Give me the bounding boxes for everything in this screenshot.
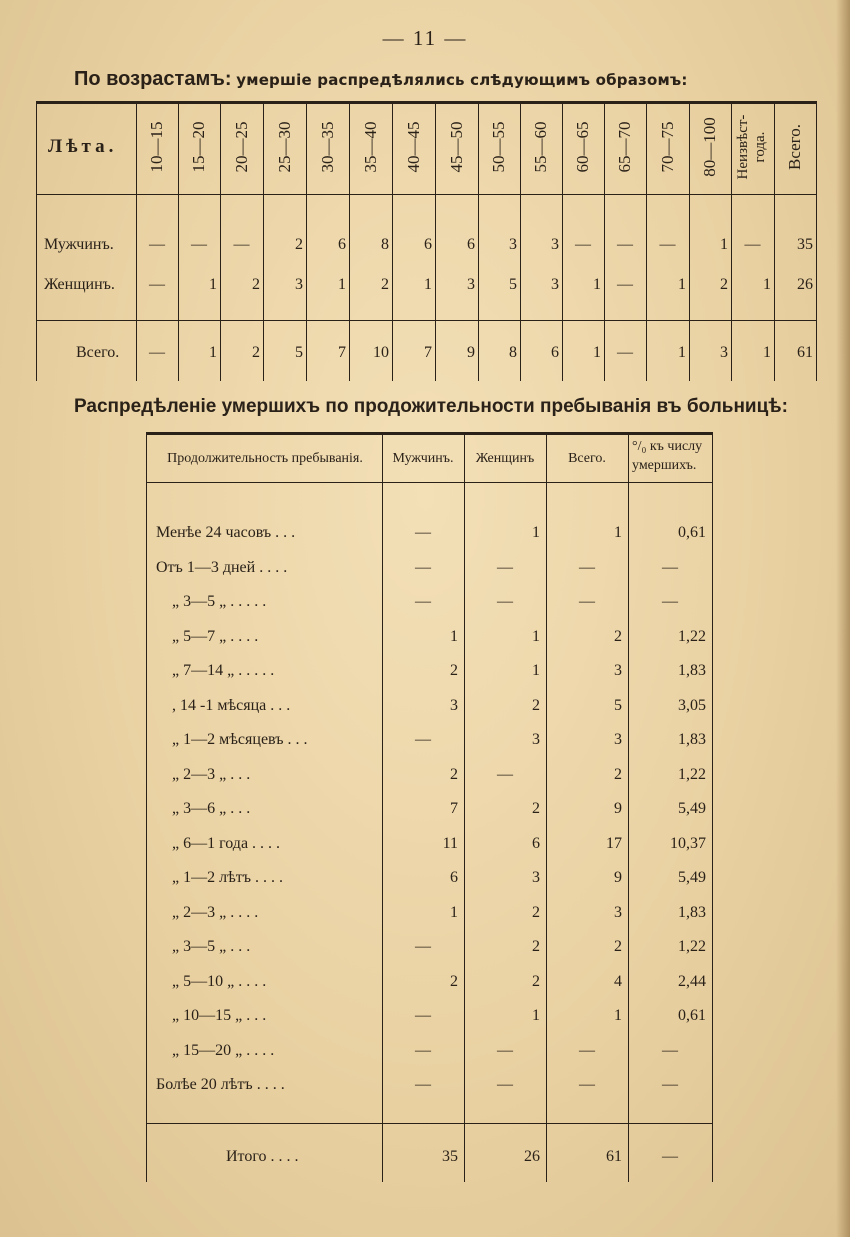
age-column-header: 45—50 <box>446 121 466 173</box>
table-cell: 35 <box>797 236 813 253</box>
table-cell: 3 <box>467 276 475 293</box>
table-cell: 3 <box>614 662 622 679</box>
table-cell: 8 <box>381 236 389 253</box>
table-cell: 6 <box>467 236 475 253</box>
table-cell: — <box>575 236 591 253</box>
duration-label: „ 1—2 лѣтъ . . . . <box>172 869 284 886</box>
table-cell: 3 <box>614 904 622 921</box>
table1-total-rule <box>36 320 816 321</box>
table-cell: 1,22 <box>678 938 706 955</box>
header-total: Всего. <box>568 451 606 466</box>
header-women: Женщинъ <box>475 451 535 466</box>
table-cell: 9 <box>614 869 622 886</box>
table-cell: 2 <box>532 697 540 714</box>
page-number: — 11 — <box>382 26 468 50</box>
table-cell: — <box>617 236 633 253</box>
duration-label: „ 15—20 „ . . . . <box>172 1042 275 1059</box>
duration-label: , 14 -1 мѣсяца . . . <box>172 697 291 714</box>
table-cell: 1 <box>532 524 540 541</box>
table-cell: — <box>415 559 431 576</box>
duration-label: „ 5—7 „ . . . . <box>172 628 259 645</box>
age-column-header: Неизвѣст- года. <box>734 114 768 180</box>
table-cell: 6 <box>450 869 458 886</box>
row-label: Мужчинъ. <box>44 236 114 253</box>
table-cell: — <box>415 731 431 748</box>
duration-label: „ 7—14 „ . . . . . <box>172 662 275 679</box>
duration-label: „ 3—5 „ . . . <box>172 938 251 955</box>
table-cell: 2 <box>532 800 540 817</box>
table-cell: — <box>662 1042 678 1059</box>
table-cell: 1,22 <box>678 766 706 783</box>
table-cell: 1 <box>763 276 771 293</box>
table-cell: 6 <box>532 835 540 852</box>
table-cell: — <box>659 236 676 253</box>
table-cell: 6 <box>551 344 559 361</box>
table-cell: — <box>149 344 165 361</box>
header-percent: °/₀ къ числу умершихъ. <box>632 439 703 473</box>
duration-label: „ 5—10 „ . . . . <box>172 973 267 990</box>
age-column-header: 70—75 <box>657 121 677 173</box>
table-cell: — <box>617 344 633 361</box>
table-cell: 10 <box>373 344 389 361</box>
table-cell: 1 <box>593 276 601 293</box>
header-duration: Продолжительность пребыванія. <box>167 451 363 466</box>
table-cell: 1,83 <box>678 662 706 679</box>
table-cell: — <box>415 1076 431 1093</box>
table-cell: 3 <box>614 731 622 748</box>
table-cell: 1 <box>450 904 458 921</box>
age-column-header: 50—55 <box>489 121 508 173</box>
table-cell: 1 <box>209 276 217 293</box>
table-cell: 2 <box>532 973 540 990</box>
section1-title <box>74 68 688 91</box>
table-cell: 6 <box>338 236 346 253</box>
age-column-header: 10—15 <box>147 121 166 173</box>
age-column-header: 20—25 <box>231 121 251 173</box>
duration-label: „ 2—3 „ . . . . <box>172 904 259 921</box>
table-cell: 26 <box>797 276 813 293</box>
table-cell: 2 <box>450 766 458 783</box>
table-cell: 7 <box>424 344 432 361</box>
table-cell: — <box>149 276 165 293</box>
table-cell: 11 <box>442 835 458 852</box>
table-cell: 2 <box>532 938 540 955</box>
age-column-header: 65—70 <box>615 121 634 173</box>
table-cell: — <box>497 593 513 610</box>
table-cell: 2 <box>295 236 303 253</box>
table-cell: 1 <box>678 344 686 361</box>
table-cell: 1 <box>450 628 458 645</box>
table-cell: 2 <box>450 662 458 679</box>
table-cell: 2 <box>252 276 260 293</box>
duration-label: „ 3—5 „ . . . . . <box>172 593 267 610</box>
age-column-header: 55—60 <box>531 121 550 173</box>
table-cell: 2 <box>450 973 458 990</box>
table-cell: 5 <box>614 697 622 714</box>
table-cell: 1 <box>593 344 601 361</box>
table-cell: 7 <box>450 800 458 817</box>
table-cell: — <box>497 1076 513 1093</box>
table-cell: — <box>233 236 250 253</box>
table-cell: 10,37 <box>670 835 706 852</box>
table-cell: 2 <box>614 766 622 783</box>
duration-label: „ 2—3 „ . . . <box>172 766 251 783</box>
table-cell: — <box>497 1042 513 1059</box>
table-cell: 2 <box>720 276 728 293</box>
table-cell: — <box>579 1042 595 1059</box>
table1-left-rule <box>36 101 37 381</box>
table-cell: 1 <box>763 344 771 361</box>
table-cell: 1 <box>720 236 728 253</box>
table-cell: 5 <box>295 344 303 361</box>
duration-label: „ 3—6 „ . . . <box>172 800 251 817</box>
page-edge <box>836 0 850 1237</box>
age-column-header: 35—40 <box>360 121 380 173</box>
duration-label: Болѣе 20 лѣтъ . . . . <box>156 1076 285 1093</box>
duration-label: Отъ 1—3 дней . . . . <box>156 559 288 576</box>
table-cell: 3 <box>509 236 517 253</box>
header-men: Мужчинъ. <box>392 451 454 466</box>
table-cell: — <box>149 236 165 253</box>
total-cell: — <box>662 1148 678 1165</box>
duration-label: „ 6—1 года . . . . <box>172 835 281 852</box>
table-cell: 3 <box>295 276 303 293</box>
table2-col-rule <box>712 432 713 1182</box>
table-cell: — <box>662 1076 678 1093</box>
table-cell: 0,61 <box>678 524 706 541</box>
table-cell: 3 <box>551 236 559 253</box>
table-cell: — <box>497 559 513 576</box>
table-cell: — <box>415 593 431 610</box>
table-cell: 9 <box>467 344 475 361</box>
table-cell: 3,05 <box>678 697 706 714</box>
table-cell: 1 <box>338 276 346 293</box>
table-cell: 1 <box>532 628 540 645</box>
duration-label: „ 10—15 „ . . . <box>172 1007 267 1024</box>
age-column-header: 40—45 <box>403 121 423 173</box>
table-cell: — <box>415 1042 431 1059</box>
table-cell: 1 <box>424 276 432 293</box>
table-cell: 4 <box>614 973 622 990</box>
table-cell: 3 <box>551 276 559 293</box>
table-cell: 1,22 <box>678 628 706 645</box>
table-cell: — <box>579 559 595 576</box>
section1-title-bold: По возрастамъ: <box>74 68 232 90</box>
table-cell: 1 <box>614 1007 622 1024</box>
duration-label: „ 1—2 мѣсяцевъ . . . <box>172 731 308 748</box>
total-cell: 61 <box>606 1148 622 1165</box>
table-cell: 2 <box>252 344 260 361</box>
table-cell: 1 <box>678 276 686 293</box>
table-cell: 1,83 <box>678 731 706 748</box>
table-cell: — <box>415 938 431 955</box>
table-cell: 1,83 <box>678 904 706 921</box>
table-cell: 8 <box>509 344 517 361</box>
table-cell: 2,44 <box>678 973 706 990</box>
table-cell: — <box>662 559 678 576</box>
table-cell: 7 <box>338 344 346 361</box>
section2-title: Распредѣленіе умершихъ по продожительности пребыванія въ больницѣ: <box>74 396 788 417</box>
age-column-header: 30—35 <box>317 121 337 173</box>
table-cell: 2 <box>614 938 622 955</box>
table-cell: 2 <box>532 904 540 921</box>
table-cell: — <box>415 1007 431 1024</box>
table-cell: 1 <box>209 344 217 361</box>
table-cell: 9 <box>614 800 622 817</box>
total-label: Итого . . . . <box>226 1148 299 1165</box>
table-cell: 61 <box>797 344 813 361</box>
table-cell: — <box>617 276 633 293</box>
table-cell: 2 <box>381 276 389 293</box>
table-cell: 5,49 <box>678 800 706 817</box>
table-cell: — <box>579 593 595 610</box>
table-cell: 2 <box>614 628 622 645</box>
age-column-header: 25—30 <box>274 121 294 173</box>
table-cell: 1 <box>614 524 622 541</box>
corner-label: Лѣта. <box>48 136 118 157</box>
row-label: Женщинъ. <box>44 276 115 293</box>
table2-col-rule <box>146 432 147 1182</box>
table-cell: — <box>662 593 678 610</box>
table-cell: 17 <box>606 835 622 852</box>
table-cell: — <box>579 1076 595 1093</box>
table-cell: 3 <box>532 869 540 886</box>
table1-right-rule <box>816 101 817 381</box>
table-cell: 3 <box>450 697 458 714</box>
table-cell: 0,61 <box>678 1007 706 1024</box>
table-cell: 3 <box>532 731 540 748</box>
total-cell: 35 <box>442 1148 458 1165</box>
table-cell: — <box>191 236 207 253</box>
age-column-header: 80—100 <box>700 117 719 177</box>
row-label: Всего. <box>76 344 120 361</box>
table-cell: 5 <box>509 276 517 293</box>
table-cell: — <box>497 766 513 783</box>
age-column-header: 60—65 <box>573 121 592 173</box>
total-cell: 26 <box>524 1148 540 1165</box>
table-cell: 6 <box>424 236 432 253</box>
age-column-header: 15—20 <box>189 121 208 173</box>
section1-title-rest: умершіе распредѣлялись слѣдующимъ образомъ: <box>236 71 688 89</box>
table-cell: — <box>415 524 431 541</box>
table-cell: 5,49 <box>678 869 706 886</box>
duration-label: Менѣе 24 часовъ . . . <box>156 524 296 541</box>
table-cell: 1 <box>532 662 540 679</box>
table-cell: 3 <box>720 344 728 361</box>
table-cell: 1 <box>532 1007 540 1024</box>
table-cell: — <box>744 236 761 253</box>
age-column-header: Всего. <box>785 124 804 170</box>
